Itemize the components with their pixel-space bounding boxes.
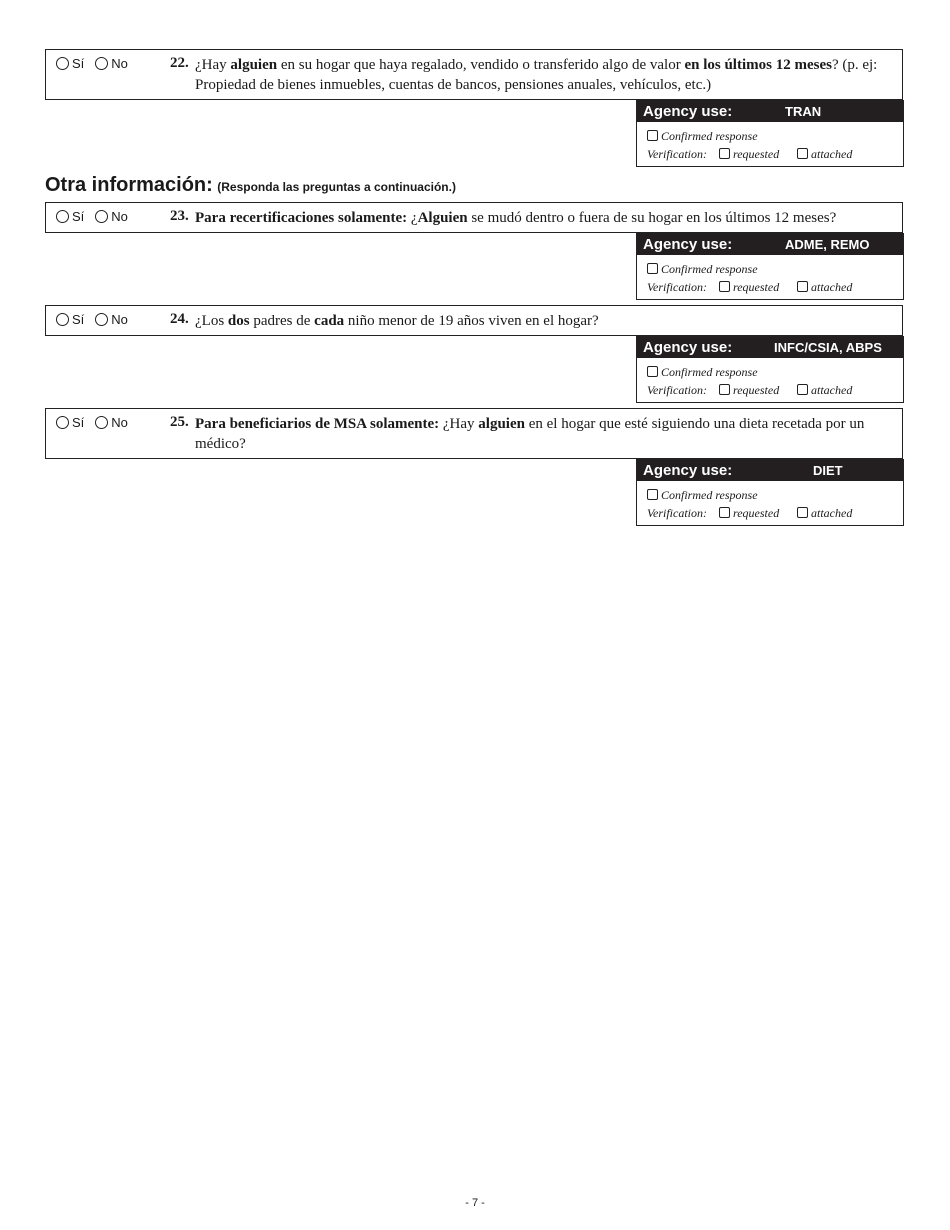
yes-no-options (56, 209, 139, 224)
confirmed-response-row: Confirmed response (647, 260, 903, 278)
question-number: 25. (170, 414, 189, 430)
agency-use-box-24 (636, 336, 904, 403)
agency-code: INFC/CSIA, ABPS (774, 340, 882, 355)
requested-checkbox[interactable] (719, 281, 730, 292)
confirmed-checkbox[interactable] (647, 489, 658, 500)
verification-row: Verification: requested attached (647, 383, 853, 397)
no-option[interactable]: No (95, 312, 128, 327)
agency-use-box-25 (636, 459, 904, 526)
radio-yes[interactable] (56, 57, 69, 70)
question-24 (45, 305, 903, 336)
question-text: ¿Los dos padres de cada niño menor de 19 años viven en el hogar? (195, 313, 599, 329)
radio-yes[interactable] (56, 313, 69, 326)
verification-row: Verification: requested attached (647, 506, 853, 520)
verification-row: Verification: requested attached (647, 147, 853, 161)
requested-checkbox[interactable] (719, 148, 730, 159)
no-option[interactable]: No (95, 209, 128, 224)
radio-no[interactable] (95, 57, 108, 70)
yes-no-options (56, 415, 139, 430)
question-text: Para beneficiarios de MSA solamente: ¿Hay alguien en el hogar que esté siguiendo una dieta recetada por un médico? (195, 416, 865, 452)
agency-use-label: Agency use: (643, 103, 733, 120)
agency-code: DIET (813, 463, 843, 478)
requested-checkbox[interactable] (719, 384, 730, 395)
question-23 (45, 202, 903, 233)
radio-yes[interactable] (56, 416, 69, 429)
radio-no[interactable] (95, 210, 108, 223)
yes-option[interactable]: Sí (56, 415, 84, 430)
requested-checkbox[interactable] (719, 507, 730, 518)
question-number: 23. (170, 208, 189, 224)
section-title: Otra información: (45, 174, 213, 196)
confirmed-response-row: Confirmed response (647, 363, 903, 381)
attached-checkbox[interactable] (797, 507, 808, 518)
yes-option[interactable]: Sí (56, 209, 84, 224)
agency-use-box-22 (636, 100, 904, 167)
yes-no-options (56, 312, 139, 327)
confirmed-checkbox[interactable] (647, 263, 658, 274)
attached-checkbox[interactable] (797, 148, 808, 159)
radio-yes[interactable] (56, 210, 69, 223)
confirmed-response-row: Confirmed response (647, 127, 903, 145)
yes-no-options (56, 56, 139, 71)
yes-option[interactable]: Sí (56, 312, 84, 327)
attached-checkbox[interactable] (797, 281, 808, 292)
section-heading (45, 174, 456, 197)
confirmed-response-row: Confirmed response (647, 486, 903, 504)
agency-code: TRAN (785, 104, 822, 119)
agency-code: ADME, REMO (785, 237, 870, 252)
no-option[interactable]: No (95, 56, 128, 71)
question-number: 22. (170, 55, 189, 71)
radio-no[interactable] (95, 313, 108, 326)
radio-no[interactable] (95, 416, 108, 429)
question-number: 24. (170, 311, 189, 327)
confirmed-checkbox[interactable] (647, 366, 658, 377)
agency-use-label: Agency use: (643, 339, 733, 356)
verification-row: Verification: requested attached (647, 280, 853, 294)
question-25 (45, 408, 903, 459)
agency-use-label: Agency use: (643, 236, 733, 253)
confirmed-checkbox[interactable] (647, 130, 658, 141)
question-22 (45, 49, 903, 100)
yes-option[interactable]: Sí (56, 56, 84, 71)
question-text: Para recertificaciones solamente: ¿Alguien se mudó dentro o fuera de su hogar en los últimos 12 meses? (195, 210, 837, 226)
attached-checkbox[interactable] (797, 384, 808, 395)
page-number: - 7 - (465, 1197, 485, 1209)
agency-use-box-23 (636, 233, 904, 300)
no-option[interactable]: No (95, 415, 128, 430)
agency-use-label: Agency use: (643, 462, 733, 479)
question-text: ¿Hay alguien en su hogar que haya regalado, vendido o transferido algo de valor en los últimos 12 meses? (p. ej: Propiedad de bienes inmuebles, cuentas de bancos, pensiones anuales, vehículos, etc.) (195, 57, 878, 93)
section-subtitle: (Responda las preguntas a continuación.) (217, 180, 456, 194)
